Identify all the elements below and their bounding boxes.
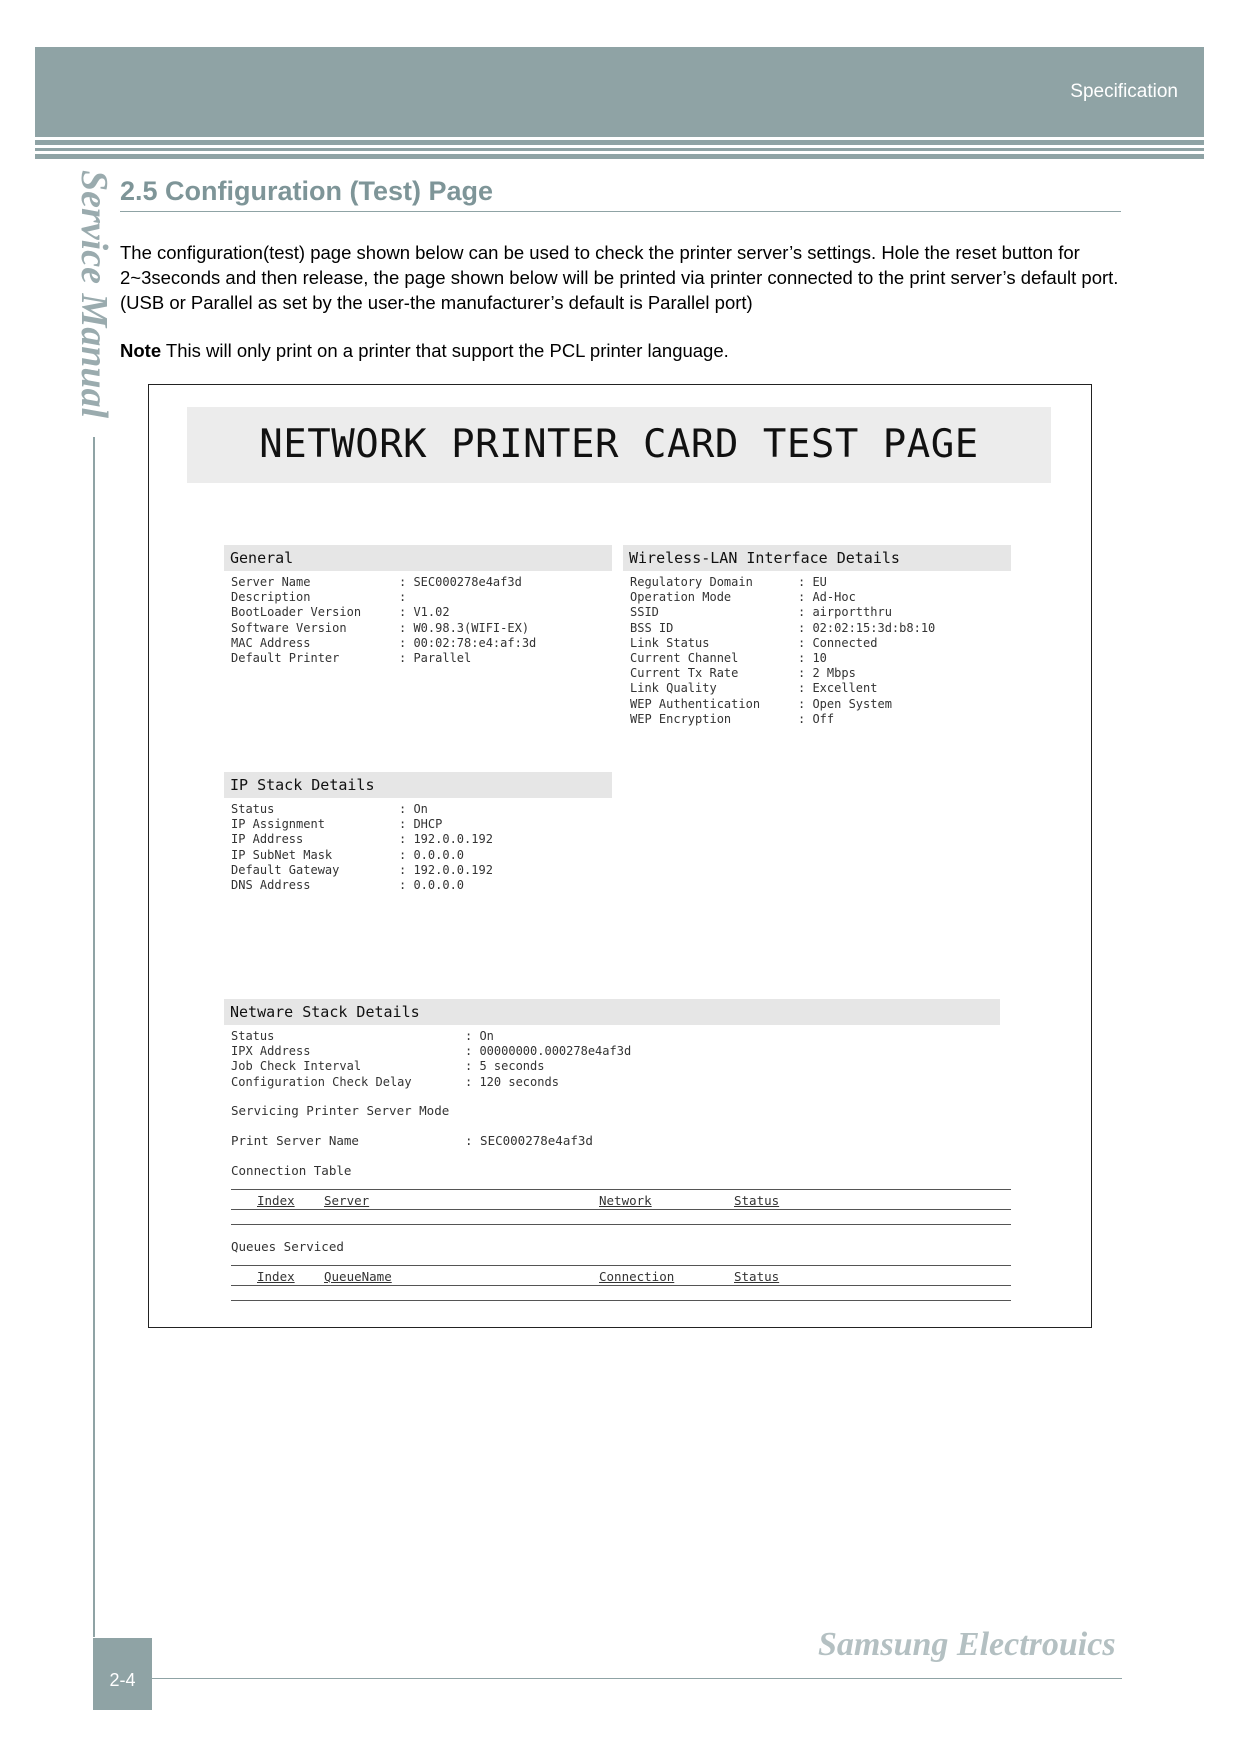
detail-key: Status bbox=[231, 1029, 275, 1043]
connection-col-status: Status bbox=[734, 1193, 780, 1208]
title-rule bbox=[120, 211, 1121, 212]
queues-col-index: Index bbox=[257, 1269, 295, 1284]
detail-key: SSID bbox=[630, 605, 659, 620]
detail-value: : airportthru bbox=[798, 605, 892, 620]
detail-key: Current Channel bbox=[630, 651, 739, 666]
detail-row bbox=[630, 575, 935, 590]
connection-col-network: Network bbox=[599, 1193, 652, 1208]
detail-row bbox=[231, 848, 493, 863]
detail-value: : EU bbox=[798, 575, 827, 589]
detail-value: : V1.02 bbox=[399, 605, 450, 620]
section-title: 2.5 Configuration (Test) Page bbox=[120, 176, 494, 206]
detail-row bbox=[231, 878, 493, 893]
detail-value: : Connected bbox=[798, 635, 878, 650]
detail-value: : 192.0.0.192 bbox=[399, 862, 493, 877]
ip-heading: IP Stack Details bbox=[224, 772, 612, 798]
detail-key: Software Version bbox=[231, 620, 347, 635]
detail-row bbox=[231, 651, 536, 666]
detail-row bbox=[630, 621, 935, 636]
detail-row bbox=[231, 575, 536, 590]
detail-key: Operation Mode bbox=[630, 590, 732, 605]
detail-value: : Parallel bbox=[399, 651, 472, 666]
detail-row bbox=[231, 1044, 631, 1059]
header-label: Specification bbox=[1070, 81, 1178, 102]
detail-key: Current Tx Rate bbox=[630, 666, 739, 681]
detail-row bbox=[231, 605, 536, 620]
detail-value: : bbox=[399, 590, 407, 605]
detail-value: : DHCP bbox=[399, 817, 443, 832]
sidebar-title bbox=[73, 170, 126, 419]
detail-row bbox=[231, 802, 493, 817]
header-stripe-2 bbox=[35, 148, 1204, 151]
detail-value: : 0.0.0.0 bbox=[399, 878, 465, 893]
header-band bbox=[35, 47, 1204, 137]
detail-row bbox=[630, 681, 935, 696]
detail-key: Configuration Check Delay bbox=[231, 1074, 412, 1089]
connection-table-bottom-rule bbox=[231, 1224, 1011, 1225]
footer-brand: Samsung Electrouics bbox=[818, 1626, 1116, 1663]
detail-value: : Excellent bbox=[798, 681, 878, 696]
detail-key: IP Assignment bbox=[231, 817, 325, 832]
detail-key: WEP Authentication bbox=[630, 696, 761, 711]
detail-key: IPX Address bbox=[231, 1044, 311, 1059]
detail-row bbox=[231, 832, 493, 847]
detail-key: Server Name bbox=[231, 575, 311, 589]
sidebar-rule bbox=[93, 437, 95, 1637]
detail-row bbox=[630, 651, 935, 666]
connection-col-index: Index bbox=[257, 1193, 295, 1208]
connection-table-mid-rule bbox=[231, 1209, 1011, 1210]
queues-table-bottom-rule bbox=[231, 1300, 1011, 1301]
detail-row bbox=[231, 1059, 631, 1074]
queues-col-queuename: QueueName bbox=[324, 1269, 392, 1284]
page-number: 2-4 bbox=[109, 1670, 136, 1690]
detail-row bbox=[231, 1029, 631, 1044]
detail-row bbox=[630, 605, 935, 620]
detail-key: DNS Address bbox=[231, 878, 311, 893]
footer-rule bbox=[152, 1678, 1122, 1679]
detail-value: : Off bbox=[798, 711, 835, 726]
detail-key: Default Printer bbox=[231, 651, 340, 666]
print-server-key: Print Server Name bbox=[231, 1133, 359, 1148]
detail-value: : 00:02:78:e4:af:3d bbox=[399, 635, 537, 650]
detail-row bbox=[231, 621, 536, 636]
detail-row bbox=[231, 590, 536, 605]
detail-key: Link Quality bbox=[630, 681, 717, 696]
detail-row bbox=[630, 636, 935, 651]
detail-value: : On bbox=[465, 1029, 494, 1043]
queues-label: Queues Serviced bbox=[231, 1239, 344, 1254]
detail-row bbox=[630, 590, 935, 605]
detail-value: : 0.0.0.0 bbox=[399, 847, 465, 862]
connection-table-top-rule bbox=[231, 1189, 1011, 1190]
detail-value: : 10 bbox=[798, 651, 827, 666]
detail-key: Default Gateway bbox=[231, 862, 340, 877]
detail-value: : 120 seconds bbox=[465, 1074, 559, 1089]
detail-value: : 02:02:15:3d:b8:10 bbox=[798, 620, 936, 635]
detail-key: Description bbox=[231, 590, 311, 605]
header-stripe-1 bbox=[35, 140, 1204, 145]
intro-paragraph: The configuration(test) page shown below can be used to check the printer server’s settings. Hole the reset button for 2~3seconds and then release, the page shown below will be printed via printer connected to the print server’s default port.(USB or Parallel as set by the user-the manufacturer’s default is Parallel port) bbox=[120, 242, 1119, 313]
page-number-box bbox=[93, 1638, 152, 1710]
header-stripe-3 bbox=[35, 154, 1204, 159]
detail-value: : Open System bbox=[798, 696, 892, 711]
detail-value: : Ad-Hoc bbox=[798, 590, 856, 605]
detail-value: : 00000000.000278e4af3d bbox=[465, 1044, 632, 1059]
general-heading: General bbox=[224, 545, 612, 571]
detail-row bbox=[231, 1075, 631, 1090]
netware-list bbox=[231, 1029, 631, 1090]
wireless-list bbox=[630, 575, 935, 727]
print-server-row bbox=[231, 1133, 593, 1148]
queues-table-mid-rule bbox=[231, 1285, 1011, 1286]
sidebar-title-text: Service Manual bbox=[73, 170, 115, 419]
detail-row bbox=[231, 636, 536, 651]
detail-value: : 5 seconds bbox=[465, 1059, 545, 1074]
detail-value: : W0.98.3(WIFI-EX) bbox=[399, 620, 530, 635]
netware-heading: Netware Stack Details bbox=[224, 999, 1000, 1025]
note-text: This will only print on a printer that support the PCL printer language. bbox=[161, 340, 729, 361]
wireless-heading: Wireless-LAN Interface Details bbox=[623, 545, 1011, 571]
detail-row bbox=[630, 666, 935, 681]
ip-list bbox=[231, 802, 493, 893]
detail-value: : On bbox=[399, 802, 428, 816]
queues-col-connection: Connection bbox=[599, 1269, 675, 1284]
detail-key: BSS ID bbox=[630, 620, 674, 635]
detail-key: Link Status bbox=[630, 635, 710, 650]
detail-key: Job Check Interval bbox=[231, 1059, 362, 1074]
detail-key: IP SubNet Mask bbox=[231, 847, 333, 862]
detail-key: BootLoader Version bbox=[231, 605, 362, 620]
print-server-value: : SEC000278e4af3d bbox=[465, 1133, 593, 1148]
test-page-figure bbox=[148, 384, 1092, 1328]
detail-value: : SEC000278e4af3d bbox=[399, 575, 522, 589]
queues-table-top-rule bbox=[231, 1265, 1011, 1266]
detail-value: : 2 Mbps bbox=[798, 666, 856, 681]
detail-row bbox=[231, 817, 493, 832]
queues-col-status: Status bbox=[734, 1269, 780, 1284]
detail-row bbox=[231, 863, 493, 878]
detail-key: MAC Address bbox=[231, 635, 311, 650]
general-list bbox=[231, 575, 536, 666]
connection-col-server: Server bbox=[324, 1193, 370, 1208]
detail-key: Status bbox=[231, 802, 275, 816]
detail-row bbox=[630, 712, 935, 727]
detail-key: IP Address bbox=[231, 832, 304, 847]
note-label: Note bbox=[120, 340, 162, 361]
detail-key: WEP Encryption bbox=[630, 711, 732, 726]
note-paragraph bbox=[120, 340, 729, 362]
netware-mode: Servicing Printer Server Mode bbox=[231, 1103, 450, 1118]
detail-key: Regulatory Domain bbox=[630, 575, 753, 589]
detail-value: : 192.0.0.192 bbox=[399, 832, 493, 847]
test-page-title: NETWORK PRINTER CARD TEST PAGE bbox=[259, 422, 979, 467]
detail-row bbox=[630, 697, 935, 712]
connection-table-label: Connection Table bbox=[231, 1163, 352, 1178]
